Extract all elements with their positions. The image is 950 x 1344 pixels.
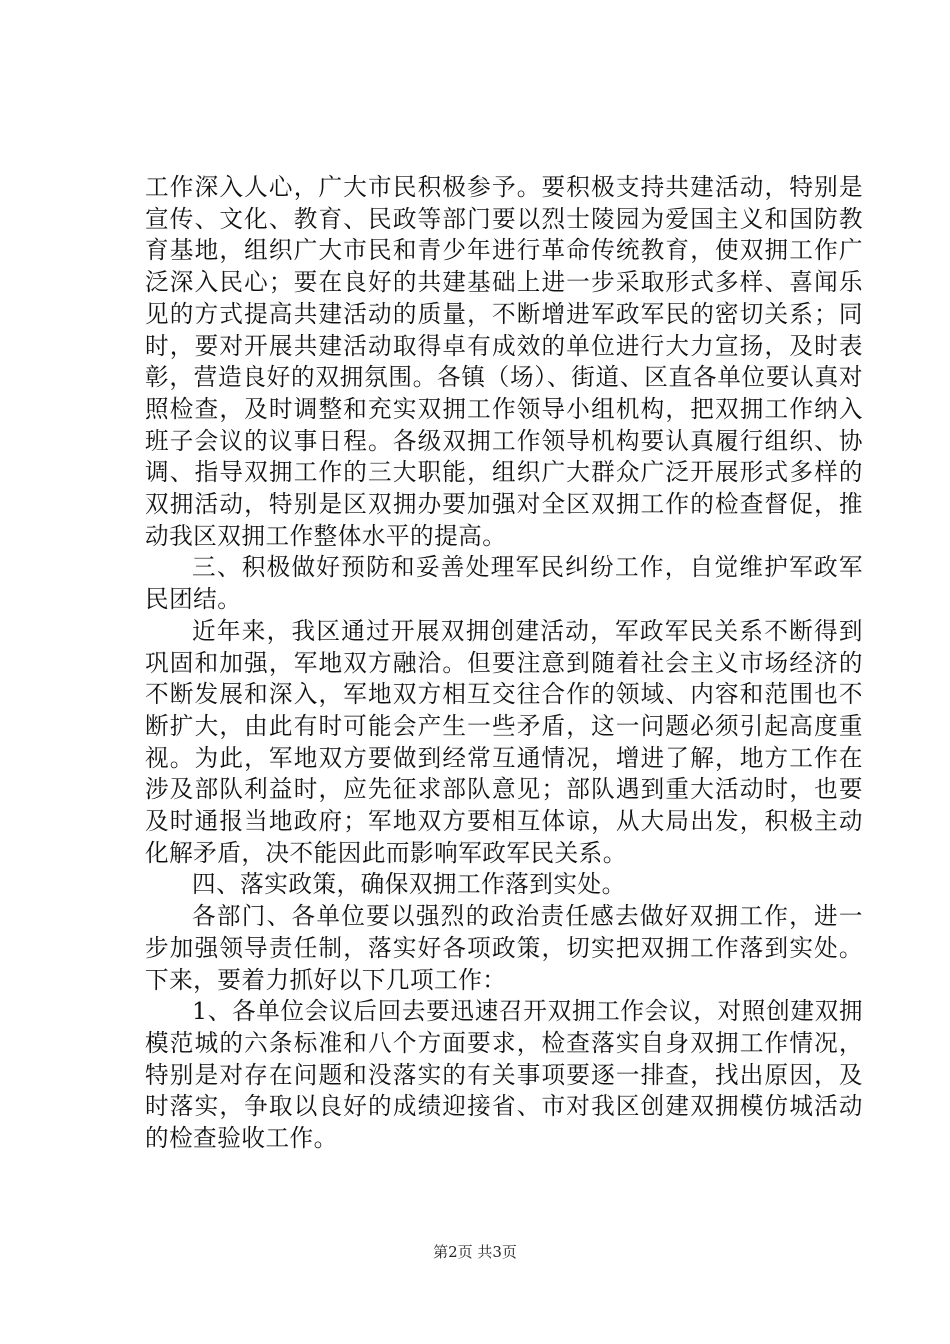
paragraph: 近年来，我区通过开展双拥创建活动，军政军民关系不断得到巩固和加强，军地双方融洽。但要注意到随着社会主义市场经济的不断发展和深入，军地双方相互交往合作的领域、内容和范围也不断扩大，由此有时可能会产生一些矛盾，这一问题必须引起高度重视。为此，军地双方要做到经常互通情况，增进了解，地方工作在涉及部队利益时，应先征求部队意见；部队遇到重大活动时，也要及时通报当地政府；军地双方要相互体谅，从大局出发，积极主动化解矛盾，决不能因此而影响军政军民关系。: [145, 616, 863, 867]
page-footer: 第2页 共3页: [433, 1243, 517, 1261]
paragraph: 各部门、各单位要以强烈的政治责任感去做好双拥工作，进一步加强领导责任制，落实好各项政策，切实把双拥工作落到实处。下来，要着力抓好以下几项工作：: [145, 902, 863, 994]
section-heading-4: 四、落实政策，确保双拥工作落到实处。: [192, 870, 626, 899]
list-item-1: 1、各单位会议后回去要迅速召开双拥工作会议，对照创建双拥模范城的六条标准和八个方面要求，检查落实自身双拥工作情况，特别是对存在问题和没落实的有关事项要逐一排查，找出原因，及时落实，争取以良好的成绩迎接省、市对我区创建双拥模仿城活动的检查验收工作。: [145, 997, 863, 1153]
document-body: [145, 172, 863, 1155]
section-heading-3: 三、积极做好预防和妥善处理军民纠纷工作，自觉维护军政军民团结。: [145, 553, 863, 614]
paragraph-continued: 工作深入人心，广大市民积极参予。要积极支持共建活动，特别是宣传、文化、教育、民政等部门要以烈士陵园为爱国主义和国防教育基地，组织广大市民和青少年进行革命传统教育，使双拥工作广泛深入民心；要在良好的共建基础上进一步采取形式多样、喜闻乐见的方式提高共建活动的质量，不断增进军政军民的密切关系；同时，要对开展共建活动取得卓有成效的单位进行大力宣扬，及时表彰，营造良好的双拥氛围。各镇（场）、街道、区直各单位要认真对照检查，及时调整和充实双拥工作领导小组机构，把双拥工作纳入班子会议的议事日程。各级双拥工作领导机构要认真履行组织、协调、指导双拥工作的三大职能，组织广大群众广泛开展形式多样的双拥活动，特别是区双拥办要加强对全区双拥工作的检查督促，推动我区双拥工作整体水平的提高。: [145, 173, 863, 550]
